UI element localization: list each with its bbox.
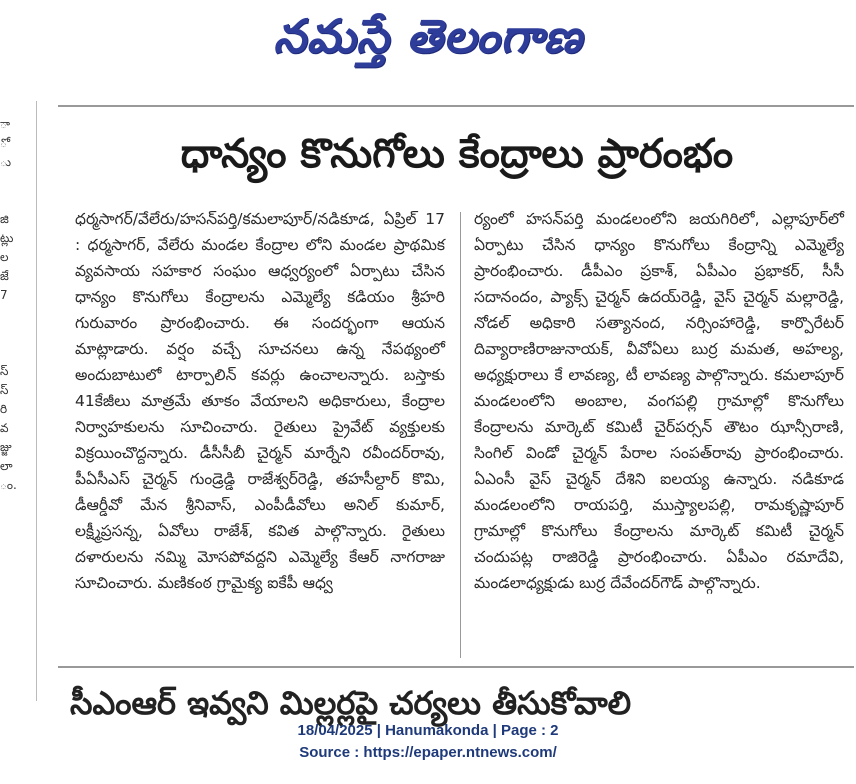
- fragment-line: స్: [0, 383, 9, 397]
- fragment-line: ు: [0, 155, 12, 169]
- article-body-left: ధర్మసాగర్/వేలేరు/హసన్‌పర్తి/కమలాపూర్/నడికూడ, ఏప్రిల్ 17 : ధర్మసాగర్, వేలేరు మండల కేంద్రాల లోని మండల ప్రాథమిక వ్యవసాయ సహకార సంఘం ఆధ్వర్యంలో ఏర్పాటు చేసిన ధాన్యం కొనుగోలు కేంద్రాలను ఎమ్మెల్యే కడియం శ్రీహరి గురువారం ప్రారంభించారు. ఈ సందర్భంగా ఆయన మాట్లాడారు. వర్షం వచ్చే సూచనలు ఉన్న నేపథ్యంలో అందుబాటులో టార్పాలిన్ కవర్లు ఉంచాలన్నారు. బస్తాకు 41కేజీలు మాత్రమే తూకం వేయాలని అధికారులు, కేంద్రాల నిర్వాహకులను సూచించారు. రైతులు ప్రైవేట్ వ్యక్తులకు విక్రయించొద్దన్నారు. డీసీసీబీ చైర్మన్ మార్నేని రవీందర్‌రావు, పీఏసీఎస్ చైర్మన్ గుండ్రెడ్డి రాజేశ్వర్‌రెడ్డి, తహసీల్దార్ కొమి, డీఆర్డీవో మేన శ్రీనివాస్, ఎంపీడీవోలు అనిల్ కుమార్, లక్ష్మీప్రసన్న, ఏవోలు రాజేశ్, కవిత పాల్గొన్నారు. రైతులు దళారులను నమ్మి మోసపోవద్దని ఎమ్మెల్యే కేఆర్ నాగరాజు సూచించారు. మణికంఠ గ్రామైక్య ఐకేపీ ఆధ్వ: [75, 210, 445, 592]
- article-headline: ధాన్యం కొనుగోలు కేంద్రాలు ప్రారంభం: [180, 131, 734, 177]
- fragment-line: ట్లు: [0, 231, 14, 245]
- fragment-line: ో: [0, 136, 7, 150]
- article-bottom-rule: [58, 666, 854, 668]
- fragment-line: [0, 172, 14, 191]
- source-link[interactable]: Source : https://epaper.ntnews.com/: [299, 744, 557, 761]
- fragment-line: జ్జు: [0, 440, 12, 454]
- article-body-right: ర్యంలో హసన్‌పర్తి మండలంలోని జయగిరిలో, ఎల్లాపూర్‌లో ఏర్పాటు చేసిన ధాన్యం కొనుగోలు కేంద్రాన్ని ఎమ్మెల్యే ప్రారంభించారు. డీపీఎం ప్రకాశ్, ఏపీఎం ప్రభాకర్, సీసీ సదానందం, ప్యాక్స్ చైర్మన్ ఉదయ్‌రెడ్డి, వైస్ చైర్మన్ మల్లారెడ్డి, నోడల్ అధికారి సత్యానంద, నర్సింహారెడ్డి, కార్పొరేటర్ దివ్యారాణిరాజునాయక్, వీవోఏలు బుర్ర మమత, అహల్య, అధ్యక్షురాలు కే లావణ్య, టీ లావణ్య పాల్గొన్నారు. కమలాపూర్ మండలంలోని అంబాల, వంగపల్లి గ్రామాల్లో కొనుగోలు కేంద్రాలను మార్కెట్ కమిటీ చైర్‌పర్సన్ తౌటం ఝాన్సీరాణి, సింగిల్ విండో చైర్మన్ పేరాల సంపత్‌రావు ప్రారంభించారు. ఏఎంసీ వైస్ చైర్మన్ దేశిని ఐలయ్య ఉన్నారు. నడికూడ మండలంలోని రాయపర్తి, ముస్త్యాలపల్లి, రామకృష్ణాపూర్ గ్రామాల్లో కొనుగోలు కేంద్రాలను మార్కెట్ కమిటీ చైర్మన్ చందుపట్ల రాజిరెడ్డి ప్రారంభించారు. ఏపీఎం రమాదేవి, మండలాధ్యక్షుడు బుర్ర దేవేందర్‌గౌడ్ పాల్గొన్నారు.: [474, 210, 844, 592]
- fragment-line: 7: [0, 288, 8, 302]
- fragment-line: [0, 324, 14, 343]
- fragment-line: రి: [0, 402, 8, 416]
- fragment-line: జి: [0, 212, 9, 226]
- fragment-line: [0, 191, 14, 210]
- edition-info: 18/04/2025 | Hanumakonda | Page : 2: [297, 722, 559, 739]
- masthead: [0, 0, 856, 74]
- adjacent-column-fragment: [0, 115, 17, 715]
- fragment-line: ం.: [0, 478, 17, 492]
- fragment-line: లా: [0, 459, 13, 473]
- fragment-line: వ: [0, 421, 9, 435]
- fragment-line: [0, 343, 14, 362]
- clipping-footer: [0, 720, 856, 764]
- fragment-line: జే: [0, 269, 9, 283]
- fragment-line: స్: [0, 364, 9, 378]
- fragment-line: ా: [0, 117, 11, 131]
- next-article-headline-cropped: సీఎంఆర్ ఇవ్వని మిల్లర్లపై చర్యలు తీసుకోవాలి: [70, 684, 632, 722]
- article-top-rule: [58, 105, 854, 107]
- body-column-divider: [460, 212, 461, 658]
- newspaper-logo: నమస్తే తెలంగాణ: [273, 9, 583, 63]
- column-separator: [36, 101, 37, 701]
- fragment-line: ల: [0, 250, 9, 264]
- fragment-line: [0, 305, 14, 324]
